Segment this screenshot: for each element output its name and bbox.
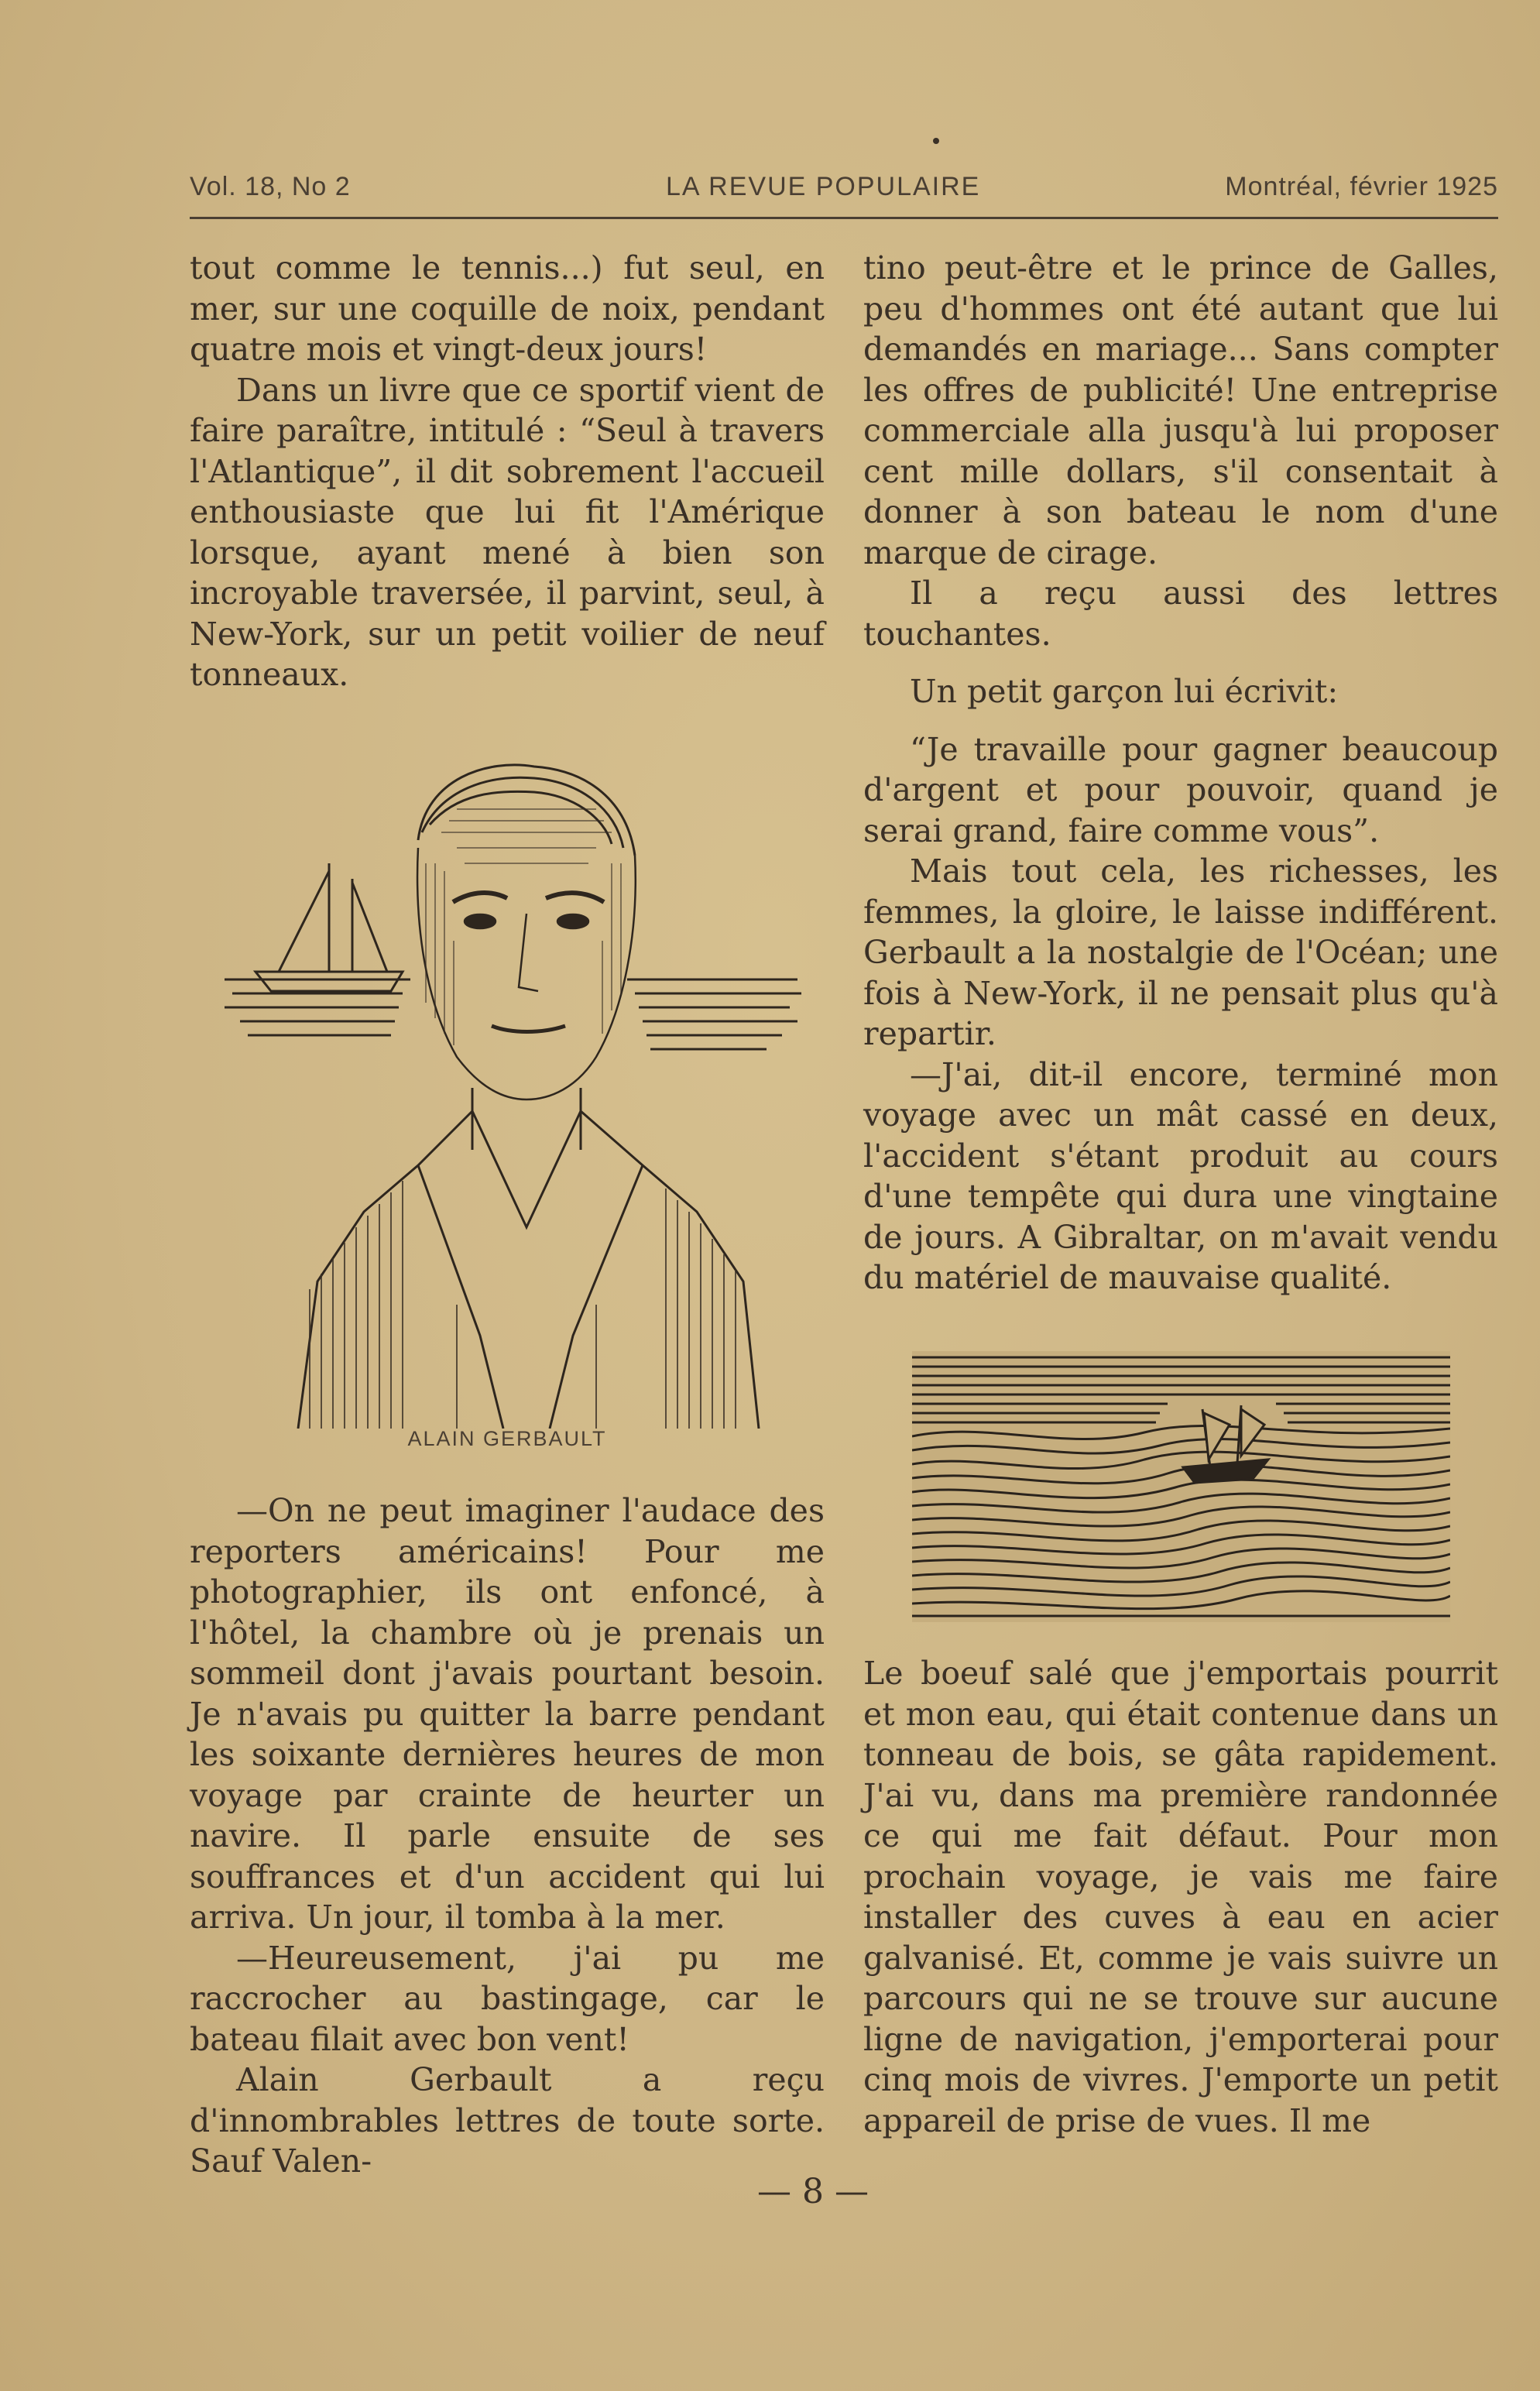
paragraph: Il a reçu aussi des lettres touchantes. xyxy=(863,575,1498,653)
paragraph: Dans un livre que ce sportif vient de faire paraître, intitulé : “Seul à travers l'Atlantique”, il dit sobrement l'accueil enthousiaste que lui fit l'Amérique lorsque, ayant mené à bien son incroyable traversée, il parvint, seul, à New-York, sur un petit voilier de neuf tonneaux. xyxy=(190,371,825,693)
page-number: — 8 — xyxy=(757,2172,869,2211)
paragraph: tout comme le tennis...) fut seul, en mer, sur une coquille de noix, pendant quatre mois et vingt-deux jours! xyxy=(190,249,825,368)
paragraph: Un petit garçon lui écrivit: xyxy=(910,673,1339,710)
left-column-top xyxy=(190,248,825,695)
quoted-letter: “Je travaille pour gagner beaucoup d'argent et pour pouvoir, quand je serai grand, faire comme vous”. xyxy=(863,730,1498,849)
paragraph: Mais tout cela, les richesses, les femmes, la gloire, le laisse indifférent. Gerbault a la nostalgie de l'Océan; une fois à New-York, il ne pensait plus qu'à repartir. xyxy=(863,852,1498,1052)
place-and-date: Montréal, février 1925 xyxy=(1225,172,1498,201)
left-column-bottom xyxy=(190,1491,825,2182)
running-header xyxy=(190,172,1498,211)
paragraph: Le boeuf salé que j'emportais pourrit et mon eau, qui était contenue dans un tonneau de bois, se gâta rapidement. J'ai vu, dans ma première randonnée ce qui me fait défaut. Pour mon prochain voyage, je vais me faire installer des cuves à eau en acier galvanisé. Et, comme je vais suivre un parcours qui ne se trouve sur aucune ligne de navigation, j'emporterai pour cinq mois de vivres. J'emporte un petit appareil de prise de vues. Il me xyxy=(863,1655,1498,2139)
paragraph: —J'ai, dit-il encore, terminé mon voyage avec un mât cassé en deux, l'accident s'étant produit au cours d'une tempête qui dura une vingtaine de jours. A Gibraltar, on m'avait vendu du matériel de mauvaise qualité. xyxy=(863,1055,1498,1296)
paragraph: tino peut-être et le prince de Galles, peu d'hommes ont été autant que lui demandés en mariage... Sans compter les offres de publicité! Une entreprise commerciale alla jusqu'à lui proposer cent mille dollars, s'il consentait à donner à son bateau le nom d'une marque de cirage. xyxy=(863,249,1498,571)
header-rule xyxy=(190,217,1498,219)
volume-number: Vol. 18, No 2 xyxy=(190,172,351,201)
portrait-caption: ALAIN GERBAULT xyxy=(407,1427,607,1450)
paragraph: Alain Gerbault a reçu d'innombrables lettres de toute sorte. Sauf Valen- xyxy=(190,2061,825,2180)
publication-title: LA REVUE POPULAIRE xyxy=(666,172,981,201)
ship-in-storm-icon xyxy=(912,1351,1450,1622)
paragraph: —On ne peut imaginer l'audace des reporters américains! Pour me photographier, ils ont enfoncé, à l'hôtel, la chambre où je prenais un sommeil dont j'avais pourtant besoin. Je n'avais pu quitter la barre pendant les soixante dernières heures de mon voyage par crainte de heurter un navire. Il parle ensuite de ses souffrances et d'un accident qui lui arriva. Un jour, il tomba à la mer. xyxy=(190,1492,825,1936)
portrait-engraving-icon xyxy=(225,747,813,1429)
ink-speck xyxy=(933,138,939,144)
right-column-top xyxy=(863,248,1498,1298)
right-column-bottom xyxy=(863,1653,1498,2141)
paragraph: —Heureusement, j'ai pu me raccrocher au bastingage, car le bateau filait avec bon vent! xyxy=(190,1939,825,2058)
